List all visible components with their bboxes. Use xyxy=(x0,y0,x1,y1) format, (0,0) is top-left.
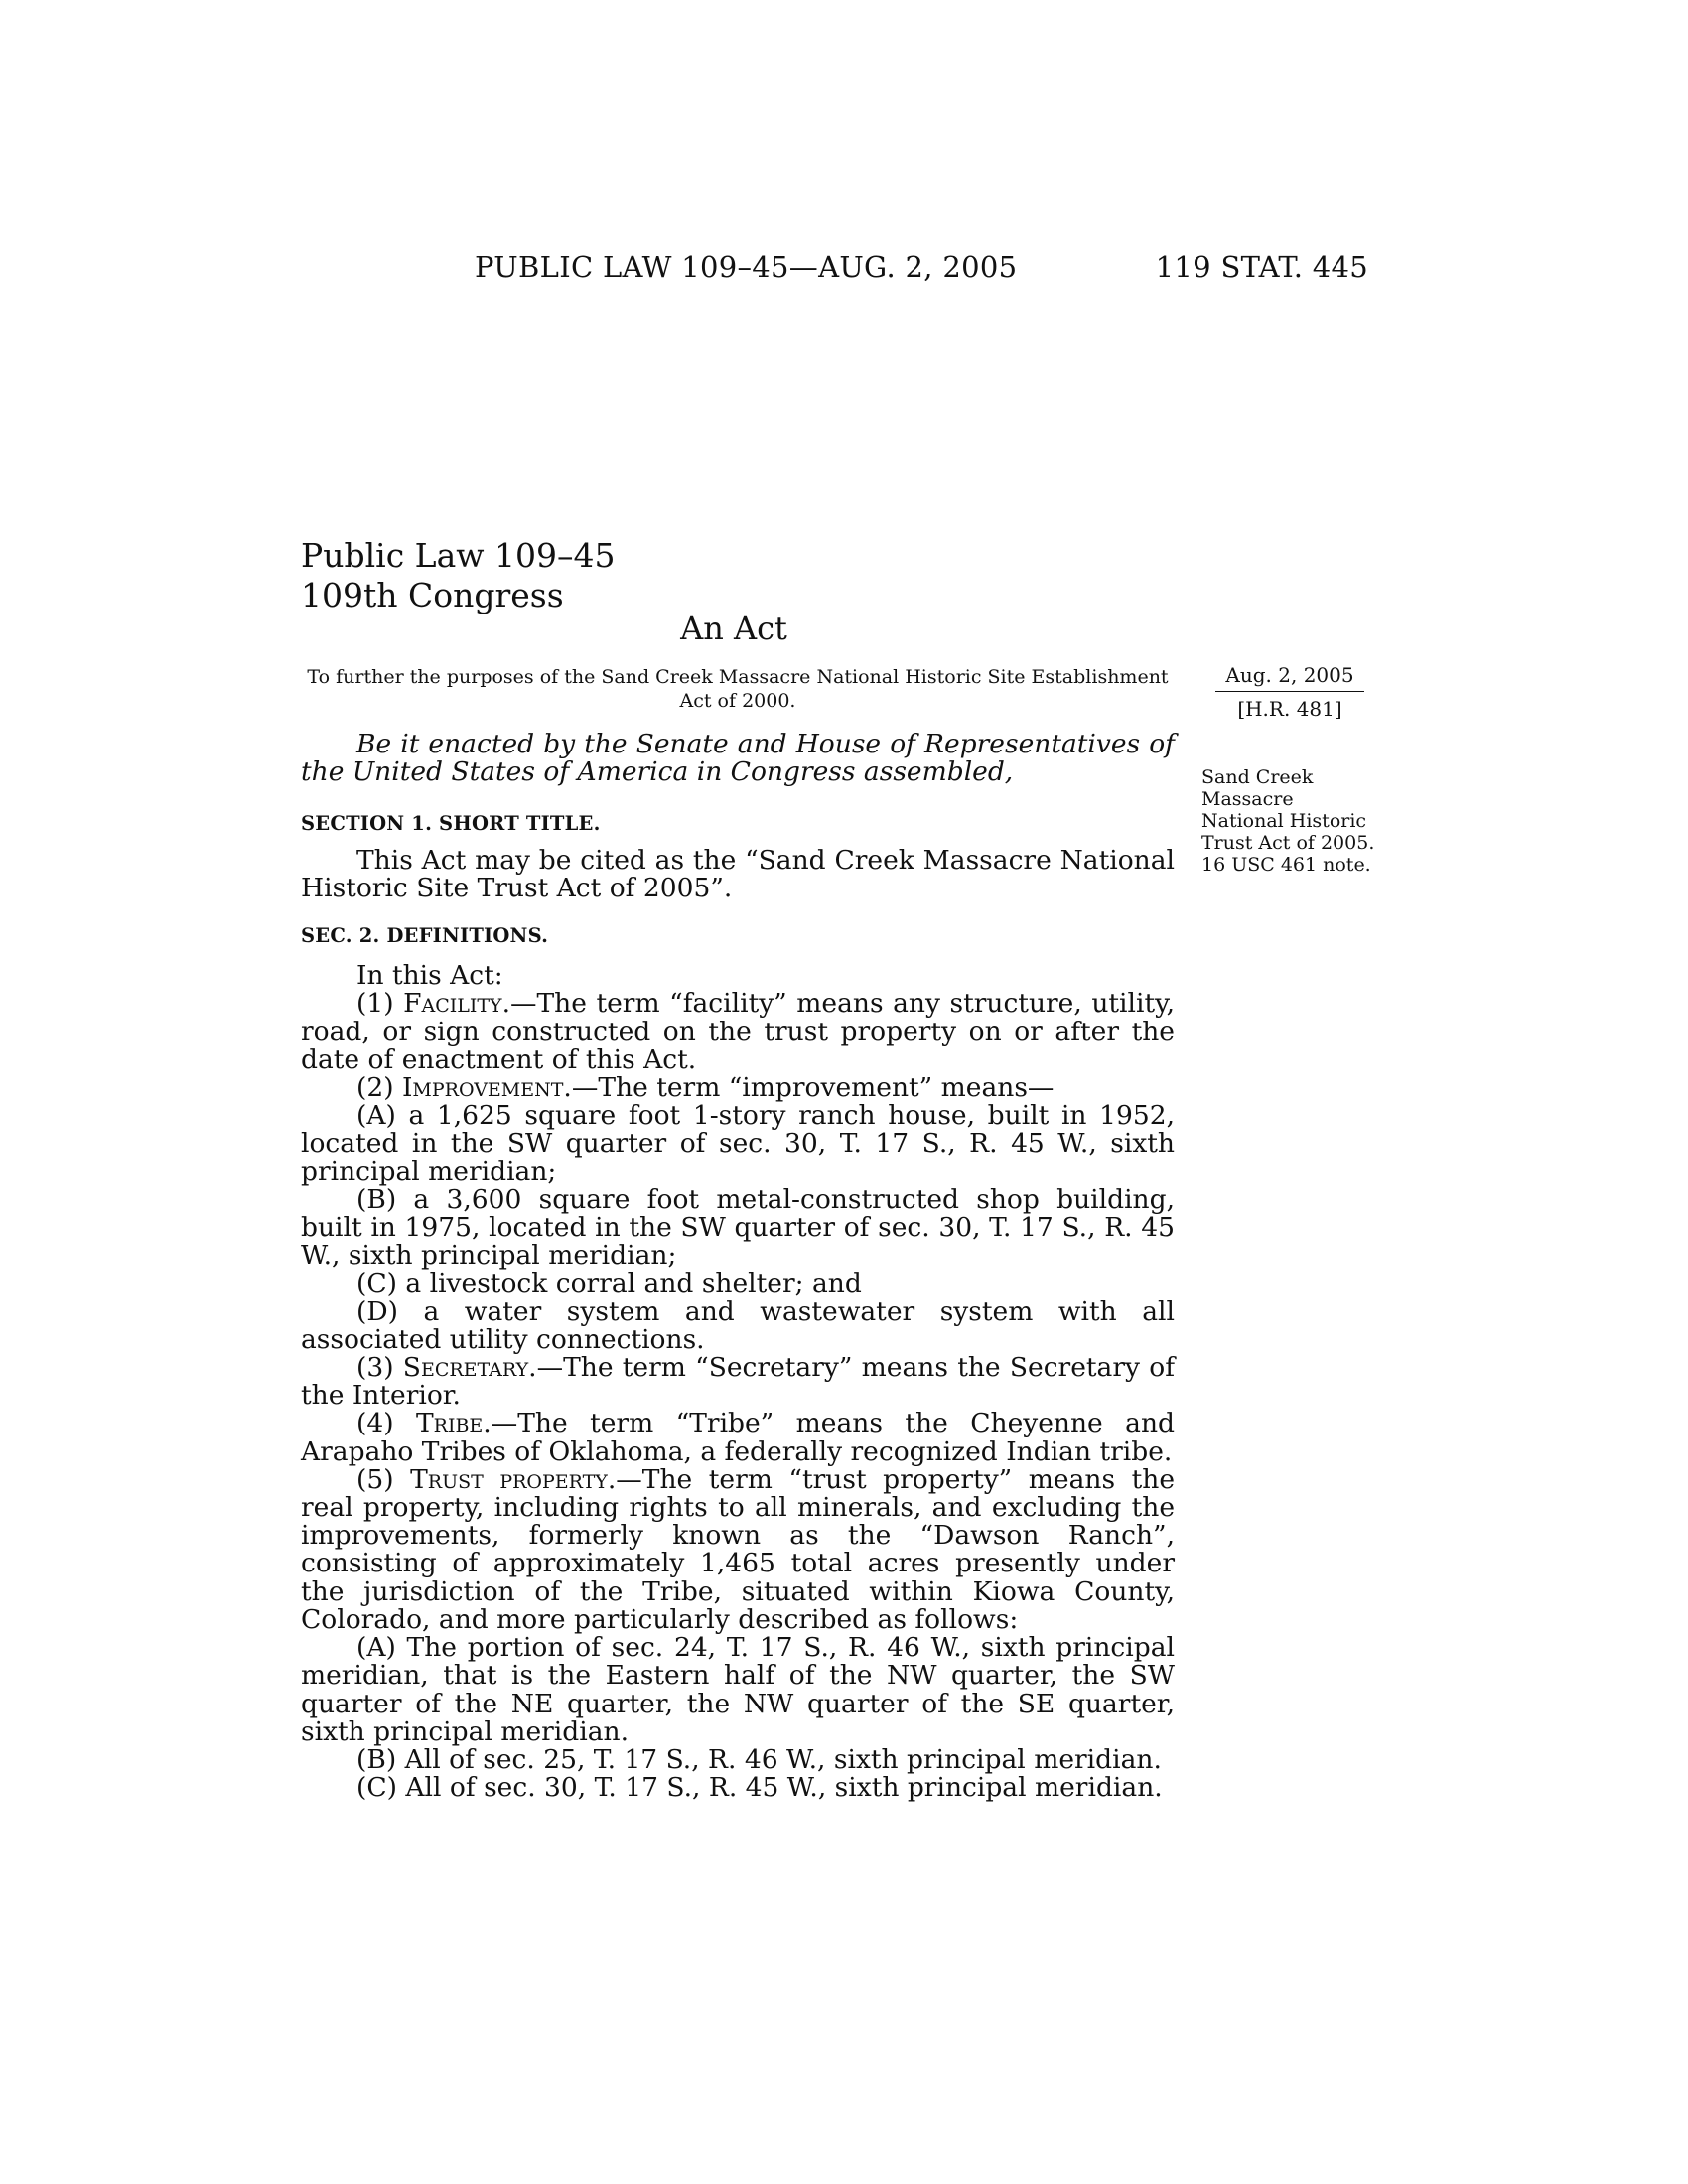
enacting-clause: Be it enacted by the Senate and House of Representatives of the United States of America in Congress assembled, xyxy=(301,729,1175,788)
section-2-heading: SEC. 2. DEFINITIONS. xyxy=(301,924,549,948)
margin-bill-number: [H.R. 481] xyxy=(1237,697,1342,721)
improvement-item-d: (D) a water system and wastewater system with all associated utility connections. xyxy=(301,1296,1175,1355)
definition-tribe xyxy=(301,1410,1175,1465)
congress-number: 109th Congress xyxy=(301,576,564,614)
definition-facility xyxy=(301,990,1175,1074)
margin-date: Aug. 2, 2005 xyxy=(1215,663,1364,692)
definition-improvement xyxy=(301,1074,1175,1102)
definition-text: —The term “Tribe” means the Cheyenne and Arapaho Tribes of Oklahoma, a federally recognized Indian tribe. xyxy=(301,1408,1176,1467)
running-header-page: 119 STAT. 445 xyxy=(1155,250,1368,284)
definition-label: (5) Trust property. xyxy=(356,1463,617,1495)
act-body xyxy=(301,731,1175,1802)
improvement-item-b: (B) a 3,600 square foot metal-constructed shop building, built in 1975, located in the SW quarter of sec. 30, T. 17 S., R. 45 W., sixth principal meridian; xyxy=(301,1183,1175,1272)
margin-note xyxy=(1201,766,1380,876)
margin-usc-note: 16 USC 461 note. xyxy=(1201,854,1371,876)
public-law-title xyxy=(301,536,615,615)
definition-label: (4) Tribe. xyxy=(356,1408,492,1439)
public-law-number: Public Law 109–45 xyxy=(301,536,616,575)
trust-property-item-c: (C) All of sec. 30, T. 17 S., R. 45 W., sixth principal meridian. xyxy=(356,1772,1163,1804)
definition-secretary xyxy=(301,1354,1175,1410)
definition-label: (2) Improvement. xyxy=(356,1072,572,1104)
definitions-intro: In this Act: xyxy=(356,960,503,992)
margin-short-title-note: Sand Creek Massacre National Historic Trust Act of 2005. xyxy=(1201,766,1375,854)
definition-label: (1) Facility. xyxy=(356,988,510,1020)
definition-text: —The term “trust property” means the real property, including rights to all minerals, and excluding the improvements, formerly known as the “Dawson Ranch”, consisting of approximately 1,465 total acres presently under the jurisdiction of the Tribe, situated within Kiowa County, Colorado, and more particularly described as follows: xyxy=(301,1463,1175,1635)
definition-label: (3) Secretary. xyxy=(356,1352,537,1384)
definition-trust-property xyxy=(301,1463,1175,1635)
definition-text: —The term “improvement” means— xyxy=(571,1072,1055,1104)
definition-text: —The term “Secretary” means the Secretary of the Interior. xyxy=(301,1352,1176,1412)
section-1-heading: SECTION 1. SHORT TITLE. xyxy=(301,812,601,836)
act-heading: An Act xyxy=(680,610,787,647)
definition-text: —The term “facility” means any structure, utility, road, or sign constructed on the trust property on or after the date of enactment of this Act. xyxy=(301,988,1176,1075)
improvement-item-a: (A) a 1,625 square foot 1-story ranch house, built in 1952, located in the SW quarter of sec. 30, T. 17 S., R. 45 W., sixth principal meridian; xyxy=(301,1100,1175,1187)
trust-property-item-a: (A) The portion of sec. 24, T. 17 S., R. 46 W., sixth principal meridian, that is the Eastern half of the NW quarter, the SW quarter of the NE quarter, the NW quarter of the SE quarter, sixth principal meridian. xyxy=(301,1632,1175,1747)
section-1-text: This Act may be cited as the “Sand Creek Massacre National Historic Site Trust Act of 2005”. xyxy=(301,844,1175,903)
trust-property-item-b: (B) All of sec. 25, T. 17 S., R. 46 W., sixth principal meridian. xyxy=(356,1743,1162,1775)
improvement-item-c: (C) a livestock corral and shelter; and xyxy=(356,1268,862,1299)
running-header-left: PUBLIC LAW 109–45—AUG. 2, 2005 xyxy=(475,250,1018,284)
act-purpose: To further the purposes of the Sand Creek Massacre National Historic Site Establishment Act of 2000. xyxy=(307,666,1169,712)
